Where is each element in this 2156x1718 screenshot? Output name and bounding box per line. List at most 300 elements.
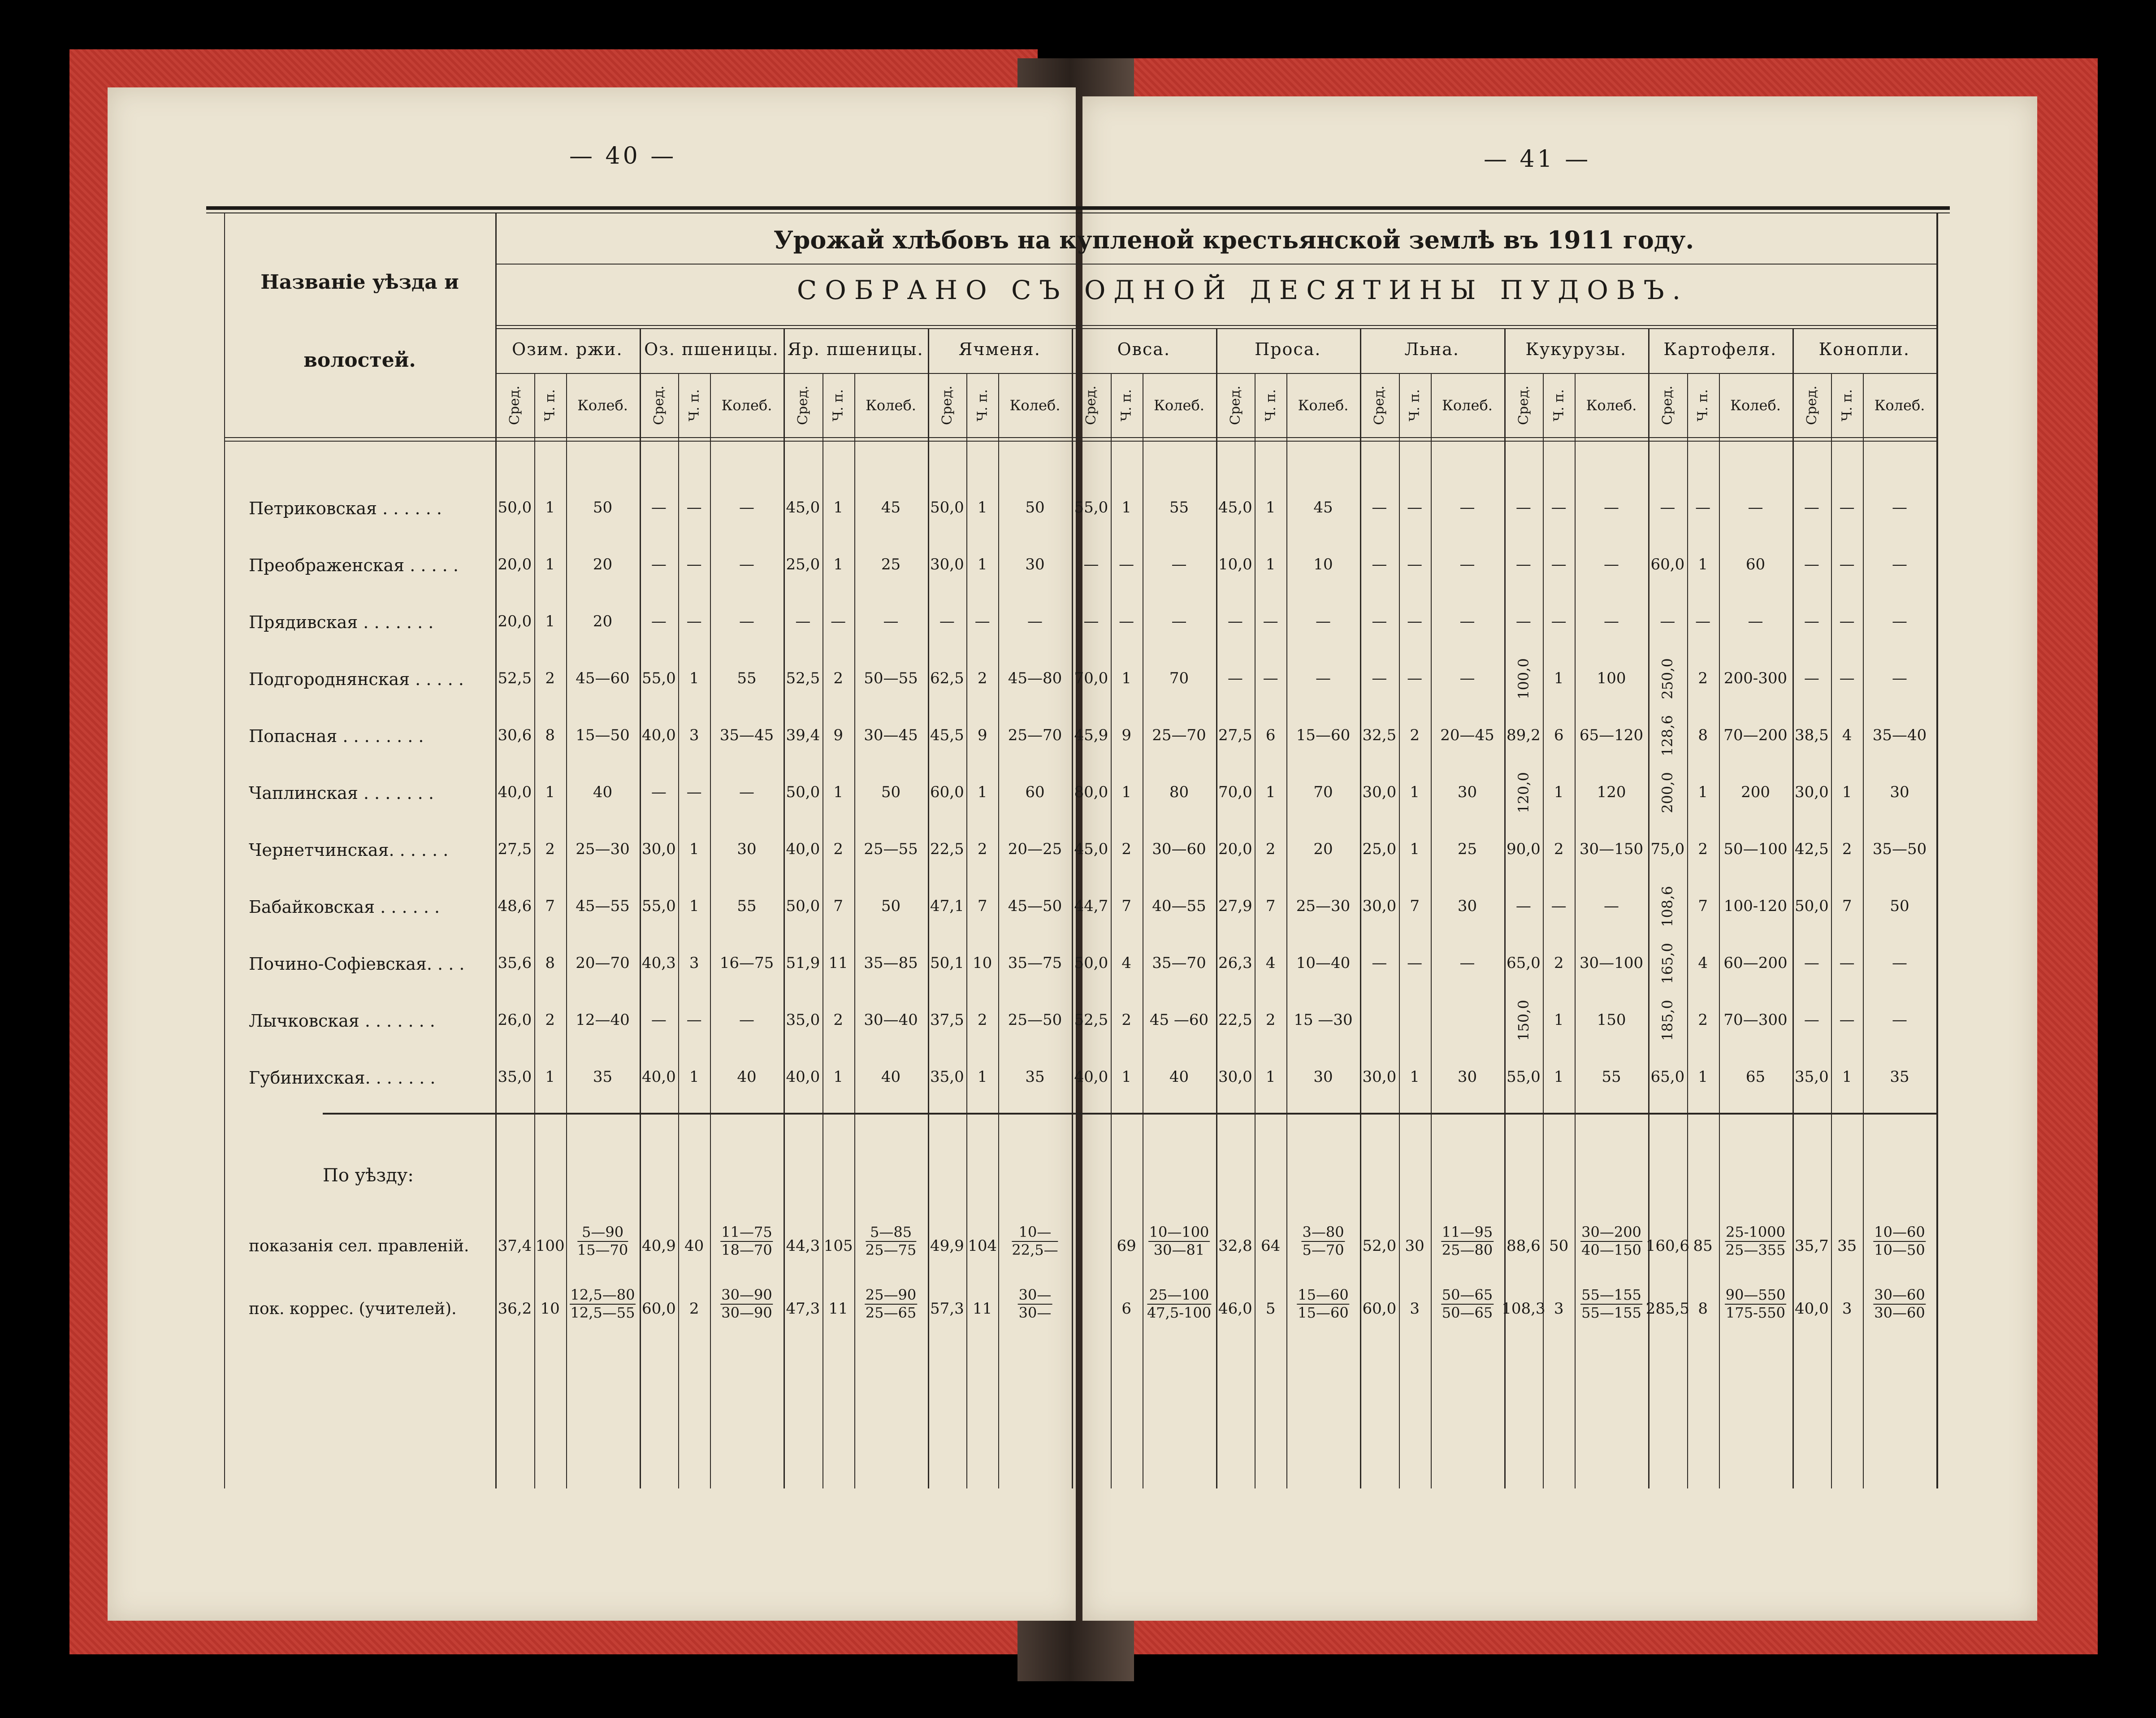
data-cell: —	[1604, 897, 1619, 915]
data-cell: 35	[593, 1068, 613, 1086]
data-cell: —	[1171, 555, 1187, 573]
data-cell: 45,9	[1074, 726, 1108, 744]
data-cell: 89,2	[1507, 726, 1541, 744]
range-fraction	[1012, 1225, 1058, 1258]
totals-count: 50	[1549, 1237, 1569, 1255]
range-fraction	[1725, 1225, 1786, 1258]
data-cell: —	[1263, 612, 1278, 630]
data-cell: —	[1892, 1011, 1908, 1029]
data-cell: 1	[545, 555, 555, 573]
data-cell: 1	[545, 499, 555, 516]
title-rule	[495, 264, 1936, 265]
range-fraction	[1148, 1225, 1210, 1258]
data-cell: 44,7	[1074, 897, 1108, 915]
data-cell: 35	[1025, 1068, 1045, 1086]
range-fraction	[1297, 1288, 1349, 1320]
data-cell: 30	[1890, 783, 1909, 801]
totals-header: По уѣзду:	[323, 1165, 414, 1186]
totals-avg: 52,0	[1362, 1237, 1397, 1255]
subcolumn-header: Колеб.	[1874, 396, 1925, 414]
data-cell: 80	[1169, 783, 1189, 801]
totals-count: 5	[1265, 1300, 1276, 1318]
totals-range	[1873, 1225, 1926, 1258]
data-cell: 9	[1121, 726, 1131, 744]
data-cell: 70	[1169, 669, 1189, 687]
subcolumn-header: Ч. п.	[1551, 389, 1567, 421]
data-cell: 32,5	[1362, 726, 1397, 744]
totals-avg: 108,3	[1502, 1300, 1546, 1318]
range-fraction	[1018, 1288, 1052, 1320]
range-fraction	[1441, 1225, 1494, 1258]
data-cell: 1	[1265, 1068, 1276, 1086]
data-cell: 1	[1410, 840, 1420, 858]
data-cell: 30,0	[1362, 783, 1397, 801]
data-cell: —	[686, 499, 702, 516]
data-cell: —	[1551, 499, 1567, 516]
crop-divider	[640, 328, 641, 1488]
data-cell: 40,3	[642, 954, 676, 972]
data-cell: 1	[1554, 1011, 1564, 1029]
data-cell: 20	[1313, 840, 1333, 858]
data-cell: 20—45	[1440, 726, 1494, 744]
data-cell: 2	[833, 669, 843, 687]
data-cell: —	[1804, 499, 1819, 516]
subcolumn-divider	[1286, 373, 1287, 1488]
data-cell: —	[1407, 954, 1423, 972]
data-cell: 25,0	[786, 555, 820, 573]
table-title: Урожай хлѣбовъ на купленой крестьянской землѣ въ 1911 году.	[773, 226, 1694, 254]
data-cell: 2	[977, 1011, 987, 1029]
data-cell: 120	[1597, 783, 1626, 801]
data-cell: 6	[1265, 726, 1276, 744]
range-fraction	[1441, 1288, 1494, 1320]
data-cell: 25—70	[1152, 726, 1206, 744]
data-cell: 25,0	[1362, 840, 1397, 858]
data-cell: —	[1892, 612, 1908, 630]
data-cell: 75,0	[1650, 840, 1685, 858]
subcolumn-header: Ч. п.	[1263, 389, 1279, 421]
data-cell: 1	[1121, 669, 1131, 687]
data-cell: —	[1604, 499, 1619, 516]
data-cell: 52,5	[1074, 1011, 1108, 1029]
totals-count: 104	[968, 1237, 997, 1255]
data-cell: 27,9	[1218, 897, 1252, 915]
row-name: Попасная . . . . . . . .	[249, 726, 424, 746]
data-cell: 40	[593, 783, 613, 801]
data-cell: 45	[1313, 499, 1333, 516]
range-min-max: 30—	[1018, 1288, 1052, 1305]
data-cell: 65,0	[1507, 954, 1541, 972]
data-cell: 20,0	[1218, 840, 1252, 858]
data-cell: 55,0	[642, 897, 676, 915]
data-cell: 1	[833, 499, 843, 516]
crop-divider	[1792, 328, 1794, 1488]
data-cell: 45,0	[1218, 499, 1252, 516]
data-cell: 70—200	[1723, 726, 1788, 744]
data-cell: 30	[1457, 1068, 1477, 1086]
data-cell: 9	[833, 726, 843, 744]
row-name: Прядивская . . . . . . .	[249, 612, 434, 632]
data-cell: 30	[1457, 783, 1477, 801]
crop-header: Картофеля.	[1663, 339, 1777, 359]
data-cell: 2	[977, 840, 987, 858]
totals-row-name: показанія сел. правленій.	[249, 1237, 469, 1255]
totals-range	[577, 1225, 628, 1258]
range-typical: 15—60	[1298, 1304, 1349, 1321]
data-cell: 10,0	[1218, 555, 1252, 573]
data-cell: 30,6	[498, 726, 532, 744]
data-cell: 1	[545, 1068, 555, 1086]
data-cell: —	[1695, 499, 1711, 516]
range-typical: 18—70	[721, 1241, 772, 1258]
totals-count: 10	[540, 1300, 560, 1318]
subcolumn-header: Сред.	[1804, 385, 1820, 425]
data-cell: 2	[1265, 840, 1276, 858]
subcolumn-divider	[854, 373, 855, 1488]
range-fraction	[1580, 1225, 1642, 1258]
range-min-max: 25—100	[1147, 1288, 1211, 1305]
data-cell: 70,0	[1074, 669, 1108, 687]
data-cell: 55	[1169, 499, 1189, 516]
data-cell: 150,0	[1515, 1000, 1532, 1041]
subcolumn-header: Ч. п.	[686, 389, 702, 421]
range-typical: 25—80	[1442, 1241, 1493, 1258]
range-typical: 47,5-100	[1147, 1304, 1212, 1321]
range-fraction	[1725, 1288, 1787, 1320]
data-cell: —	[1515, 499, 1531, 516]
data-cell: —	[1227, 612, 1243, 630]
data-cell: 25—70	[1008, 726, 1062, 744]
data-cell: —	[1372, 555, 1387, 573]
data-cell: 30,0	[1218, 1068, 1252, 1086]
data-cell: 50,0	[1074, 954, 1108, 972]
range-min-max: 55—155	[1580, 1288, 1642, 1305]
data-cell: 10	[973, 954, 992, 972]
data-cell: 48,6	[498, 897, 532, 915]
range-min-max: 5—90	[577, 1225, 628, 1242]
data-cell: 1	[1121, 1068, 1131, 1086]
crop-header: Овса.	[1117, 339, 1171, 359]
row-name: Бабайковская . . . . . .	[249, 897, 440, 917]
range-fraction	[866, 1225, 916, 1258]
data-cell: 2	[545, 1011, 555, 1029]
data-cell: 2	[1698, 1011, 1708, 1029]
totals-count: 11	[973, 1300, 992, 1318]
data-cell: 25	[881, 555, 901, 573]
crop-header: Кукурузы.	[1525, 339, 1627, 359]
range-typical: 175-550	[1726, 1304, 1785, 1321]
range-fraction	[720, 1288, 773, 1320]
range-typical: 10—50	[1874, 1241, 1925, 1258]
range-min-max: 50—65	[1441, 1288, 1494, 1305]
totals-range	[720, 1225, 773, 1258]
totals-count: 11	[828, 1300, 848, 1318]
range-typical: 15—70	[577, 1241, 628, 1258]
data-cell: 42,5	[1795, 840, 1829, 858]
data-cell: —	[1407, 499, 1423, 516]
data-cell: 55	[737, 669, 757, 687]
data-cell: 20—25	[1008, 840, 1062, 858]
totals-range	[1725, 1288, 1787, 1321]
data-cell: —	[739, 783, 755, 801]
data-cell: 50	[1890, 897, 1909, 915]
data-cell: 52,5	[786, 669, 820, 687]
data-cell: 40	[881, 1068, 901, 1086]
totals-count: 3	[1842, 1300, 1852, 1318]
range-fraction	[1301, 1225, 1345, 1258]
data-cell: —	[1604, 555, 1619, 573]
data-cell: 45	[881, 499, 901, 516]
data-cell: —	[739, 555, 755, 573]
totals-avg: 49,9	[930, 1237, 964, 1255]
range-min-max: 15—60	[1297, 1288, 1349, 1305]
data-cell: 1	[545, 783, 555, 801]
totals-count: 105	[823, 1237, 853, 1255]
data-cell: —	[1892, 499, 1908, 516]
data-cell: 45,5	[930, 726, 964, 744]
data-cell: 25—55	[864, 840, 918, 858]
range-min-max: 10—100	[1148, 1225, 1210, 1242]
totals-avg: 36,2	[498, 1300, 532, 1318]
data-cell: 16—75	[719, 954, 774, 972]
totals-row-name: пок. коррес. (учителей).	[249, 1300, 457, 1318]
data-cell: 35—70	[1152, 954, 1206, 972]
data-cell: 20—70	[576, 954, 630, 972]
data-cell: 22,5	[1218, 1011, 1252, 1029]
data-cell: 30	[1025, 555, 1045, 573]
data-cell: 50—55	[864, 669, 918, 687]
data-cell: 70—300	[1723, 1011, 1788, 1029]
data-cell: 55,0	[1507, 1068, 1541, 1086]
totals-avg: 44,3	[786, 1237, 820, 1255]
row-name: Лычковская . . . . . . .	[249, 1011, 435, 1031]
data-cell: —	[1804, 954, 1819, 972]
data-cell: —	[1459, 612, 1475, 630]
crop-header: Яр. пшеницы.	[787, 339, 924, 359]
row-name: Почино-Софіевская. . . .	[249, 954, 465, 974]
data-cell: 2	[833, 1011, 843, 1029]
data-cell: —	[1892, 669, 1908, 687]
row-name: Губинихская. . . . . . .	[249, 1068, 436, 1088]
totals-range	[1018, 1288, 1052, 1321]
totals-range	[1441, 1225, 1494, 1258]
data-cell: 7	[1698, 897, 1708, 915]
subcolumn-divider	[998, 373, 999, 1488]
data-cell: 45,0	[786, 499, 820, 516]
totals-range	[865, 1288, 917, 1321]
data-cell: 4	[1698, 954, 1708, 972]
data-cell: —	[686, 555, 702, 573]
data-cell: 65,0	[1650, 1068, 1685, 1086]
crop-divider	[1216, 328, 1217, 1488]
data-cell: 1	[1410, 1068, 1420, 1086]
data-cell: 1	[833, 555, 843, 573]
data-cell: 50	[881, 783, 901, 801]
table-right-border	[1936, 213, 1938, 1488]
data-cell: 15 —30	[1294, 1011, 1353, 1029]
subcolumn-header: Колеб.	[1298, 396, 1349, 414]
data-cell: 2	[1698, 669, 1708, 687]
data-cell: —	[1027, 612, 1043, 630]
totals-avg: 60,0	[642, 1300, 676, 1318]
totals-count: 3	[1554, 1300, 1564, 1318]
data-cell: 7	[1842, 897, 1852, 915]
data-cell: 35—75	[1008, 954, 1062, 972]
data-cell: —	[795, 612, 811, 630]
totals-avg: 47,3	[786, 1300, 820, 1318]
data-cell: 45 —60	[1149, 1011, 1209, 1029]
subcolumn-divider	[1111, 373, 1112, 1488]
data-cell: 25—30	[1296, 897, 1351, 915]
crop-header: Ячменя.	[958, 339, 1041, 359]
row-header-line1: Названіе уѣзда и	[260, 271, 459, 294]
data-cell: 60,0	[930, 783, 964, 801]
data-cell: 30,0	[1362, 1068, 1397, 1086]
data-cell: 55	[1602, 1068, 1621, 1086]
totals-count: 35	[1837, 1237, 1857, 1255]
range-fraction	[865, 1288, 917, 1320]
data-cell: 6	[1554, 726, 1564, 744]
crop-divider	[1072, 328, 1073, 1488]
data-cell: 35—45	[719, 726, 774, 744]
data-cell: —	[1171, 612, 1187, 630]
subcolumn-header: Ч. п.	[830, 389, 846, 421]
totals-range	[1147, 1288, 1211, 1321]
data-cell: 55	[737, 897, 757, 915]
data-cell: —	[883, 612, 899, 630]
data-cell: 50	[881, 897, 901, 915]
range-typical: 50—65	[1442, 1304, 1493, 1321]
data-cell: 65—120	[1579, 726, 1644, 744]
data-cell: 26,3	[1218, 954, 1252, 972]
data-cell: 40,0	[498, 783, 532, 801]
subcolumn-header: Колеб.	[1009, 396, 1061, 414]
data-cell: 40	[737, 1068, 757, 1086]
data-cell: 30	[737, 840, 757, 858]
subcolumn-divider	[710, 373, 711, 1488]
crop-divider	[928, 328, 929, 1488]
data-cell: —	[686, 783, 702, 801]
subcolumn-divider	[566, 373, 567, 1488]
data-cell: —	[1372, 499, 1387, 516]
range-typical: 25—355	[1725, 1241, 1786, 1258]
data-cell: —	[651, 555, 667, 573]
data-cell: 30—60	[1152, 840, 1206, 858]
data-cell: 40,0	[786, 840, 820, 858]
data-cell: 2	[1554, 954, 1564, 972]
subcolumn-header: Колеб.	[1586, 396, 1637, 414]
data-cell: 1	[833, 783, 843, 801]
data-cell: 2	[1121, 1011, 1131, 1029]
data-cell: 20,0	[498, 612, 532, 630]
data-cell: 7	[545, 897, 555, 915]
data-cell: 1	[977, 1068, 987, 1086]
page-number-left: — 40 —	[569, 143, 677, 169]
data-cell: 25—30	[576, 840, 630, 858]
data-cell: 45—50	[1008, 897, 1062, 915]
data-cell: —	[651, 1011, 667, 1029]
data-cell: —	[1372, 612, 1387, 630]
data-cell: —	[1839, 669, 1855, 687]
data-cell: 7	[1265, 897, 1276, 915]
data-cell: 35,0	[498, 1068, 532, 1086]
totals-count: 64	[1261, 1237, 1281, 1255]
data-cell: 1	[1698, 555, 1708, 573]
data-cell: 45—60	[576, 669, 630, 687]
table-top-rule	[206, 206, 1950, 210]
totals-count: 100	[535, 1237, 565, 1255]
data-cell: 27,5	[1218, 726, 1252, 744]
subcolumn-divider	[966, 373, 967, 1488]
data-cell: 35,6	[498, 954, 532, 972]
data-cell: 2	[1698, 840, 1708, 858]
data-cell: 30—40	[864, 1011, 918, 1029]
data-cell: 45—80	[1008, 669, 1062, 687]
row-name: Чернетчинская. . . . . .	[249, 840, 449, 860]
subcolumn-header: Ч. п.	[542, 389, 558, 421]
data-cell: —	[939, 612, 955, 630]
data-cell: —	[686, 612, 702, 630]
totals-range	[570, 1288, 636, 1321]
totals-avg: 35,7	[1795, 1237, 1829, 1255]
range-typical: 30—81	[1153, 1241, 1205, 1258]
data-cell: —	[1839, 555, 1855, 573]
data-cell: 50,0	[786, 783, 820, 801]
subcolumn-header: Ч. п.	[974, 389, 991, 421]
data-cell: 20,0	[498, 555, 532, 573]
subcolumn-header: Колеб.	[721, 396, 772, 414]
totals-count: 8	[1698, 1300, 1708, 1318]
data-cell: —	[1892, 555, 1908, 573]
range-min-max: 10—60	[1873, 1225, 1926, 1242]
subcolumn-divider	[1399, 373, 1400, 1488]
data-cell: —	[686, 1011, 702, 1029]
data-cell: —	[1695, 612, 1711, 630]
data-cell: 1	[1410, 783, 1420, 801]
data-cell: 2	[1554, 840, 1564, 858]
subcolumn-header: Сред.	[1515, 385, 1532, 425]
data-cell: —	[1083, 555, 1099, 573]
data-cell: 1	[1265, 783, 1276, 801]
totals-range	[1725, 1225, 1786, 1258]
data-cell: 90,0	[1507, 840, 1541, 858]
subcolumn-divider	[534, 373, 535, 1488]
data-cell: —	[1372, 669, 1387, 687]
data-cell: —	[1227, 669, 1243, 687]
row-name: Подгороднянская . . . . .	[249, 669, 464, 689]
data-cell: 20	[593, 555, 613, 573]
data-cell: —	[1804, 612, 1819, 630]
data-cell: —	[651, 783, 667, 801]
data-cell: 7	[833, 897, 843, 915]
totals-avg: 160,6	[1645, 1237, 1690, 1255]
range-typical: 5—70	[1302, 1241, 1344, 1258]
data-cell: 8	[545, 726, 555, 744]
crop-divider	[1360, 328, 1361, 1488]
data-cell: 128,6	[1659, 715, 1676, 756]
data-cell: 40,0	[642, 1068, 676, 1086]
data-cell: 50—100	[1723, 840, 1788, 858]
data-cell: —	[974, 612, 990, 630]
subcolumn-divider	[1431, 373, 1432, 1488]
row-name: Чаплинская . . . . . . .	[249, 783, 434, 803]
data-cell: —	[739, 612, 755, 630]
range-typical: 22,5—	[1012, 1241, 1058, 1258]
data-cell: 8	[1698, 726, 1708, 744]
data-cell: 1	[689, 840, 699, 858]
subcolumn-header: Ч. п.	[1695, 389, 1711, 421]
range-fraction	[1580, 1288, 1642, 1320]
